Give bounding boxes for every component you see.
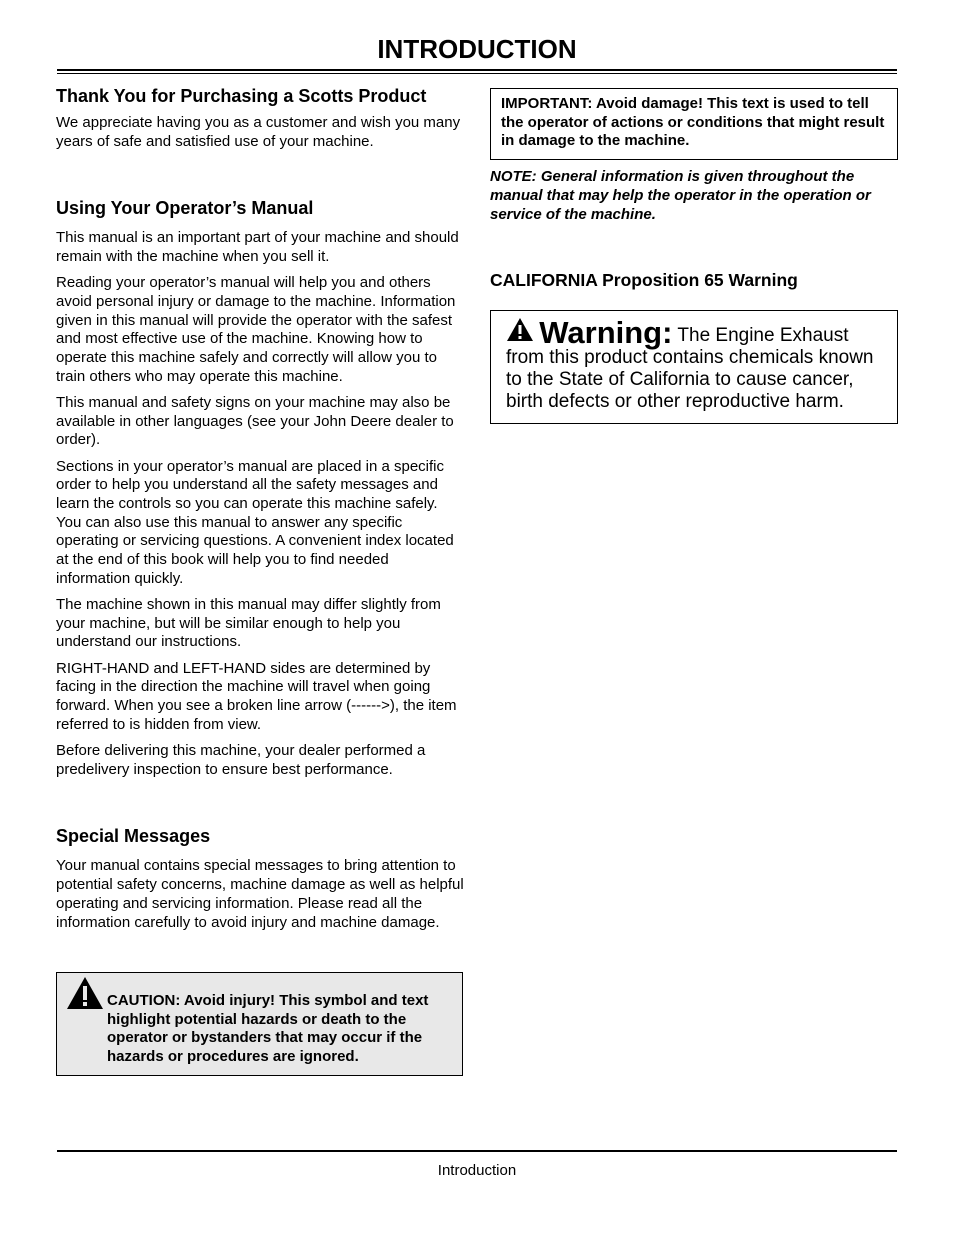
right-column (490, 88, 898, 424)
warning-text: The Engine Exhaust from this product contains chemicals known to the State of California to cause cancer, birth defects or other reproductive harm. (506, 325, 874, 413)
special-messages-paragraph: Your manual contains special messages to bring attention to potential safety concerns, machine damage as well as helpful operating and servicing information. Please read all the information carefully to avoid injury and machine damage. (56, 857, 464, 931)
warning-word: Warning: (539, 315, 673, 351)
using-manual-paragraph: This manual is an important part of your machine and should remain with the machine when you sell it. (56, 229, 459, 266)
page-title: INTRODUCTION (377, 34, 577, 64)
page-footer: Introduction (437, 1162, 517, 1179)
using-manual-heading: Using Your Operator’s Manual (56, 198, 314, 219)
prop65-warning-box (490, 310, 898, 424)
special-messages-heading: Special Messages (56, 826, 211, 847)
header-rule-thin (57, 73, 897, 74)
note-text: NOTE: General information is given throughout the manual that may help the operator in the operation or service of the machine. (490, 168, 871, 223)
warning-triangle-icon (66, 976, 104, 1015)
footer-rule (57, 1150, 897, 1152)
thank-you-heading: Thank You for Purchasing a Scotts Product (56, 86, 427, 106)
important-box: IMPORTANT: Avoid damage! This text is used to tell the operator of actions or conditions that might result in damage to the machine. (490, 88, 898, 160)
using-manual-paragraph: Before delivering this machine, your dealer performed a predelivery inspection to ensure best performance. (56, 741, 426, 778)
using-manual-paragraph: Sections in your operator’s manual are placed in a specific order to help you understand all the safety messages and learn the controls so you can operate this machine safely. You can also use this manual to answer any specific operating or servicing questions. A convenient index located at the end of this book will help you to find needed information quickly. (56, 457, 454, 587)
caution-text: CAUTION: Avoid injury! This symbol and text highlight potential hazards or death to the operator or bystanders that may occur if the hazards or procedures are ignored. (107, 992, 429, 1066)
header-rule (57, 69, 897, 71)
using-manual-paragraph: Reading your operator’s manual will help you and others avoid personal injury or damage to the machine. Information given in this manual will provide the operator with the safest and most effective use of the machine. Knowing how to operate this machine safely and correctly will allow you to train others who may operate this machine. (56, 274, 456, 385)
thank-you-paragraph: We appreciate having you as a customer and wish you many years of safe and satisfied use of your machine. (56, 114, 461, 150)
prop65-heading: CALIFORNIA Proposition 65 Warning (490, 270, 798, 291)
using-manual-paragraph: This manual and safety signs on your machine may also be available in other languages (see your John Deere dealer to order). (56, 394, 454, 449)
warning-triangle-icon (506, 325, 539, 346)
using-manual-paragraph: RIGHT-HAND and LEFT-HAND sides are determined by facing in the direction the machine will travel when going forward. When you see a broken line arrow (------>), the item referred to is hidden from view. (56, 659, 457, 733)
caution-box (56, 972, 463, 1076)
left-column (56, 84, 466, 940)
using-manual-paragraph: The machine shown in this manual may differ slightly from your machine, but will be similar enough to help you understand our instructions. (56, 596, 441, 651)
